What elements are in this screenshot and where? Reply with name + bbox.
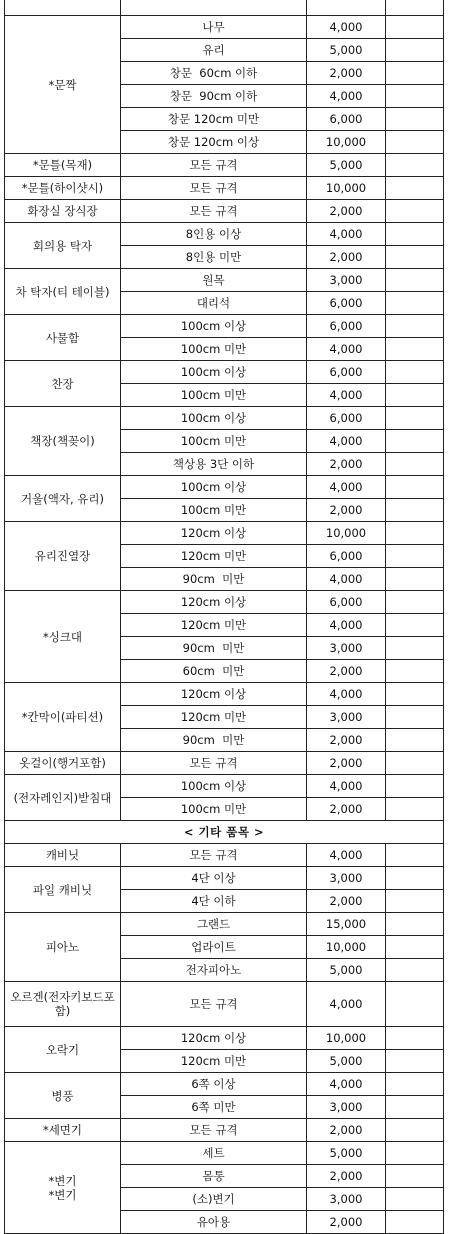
fee-table-body [5,0,444,1234]
price-cell: 6,000 [307,545,386,568]
spec-cell: (소)변기 [121,1188,307,1211]
price-cell: 10,000 [307,177,386,200]
spec-cell: 120cm 미만 [121,545,307,568]
price-cell: 4,000 [307,982,386,1027]
table-row [5,361,444,384]
spec-cell: 100cm 미만 [121,798,307,821]
spec-cell: 창문 120cm 미만 [121,108,307,131]
spec-cell: 4단 이상 [121,867,307,890]
item-name-cell: 회의용 탁자 [5,223,121,269]
remarks-cell [386,476,444,499]
price-cell: 2,000 [307,1211,386,1234]
price-cell: 2,000 [307,660,386,683]
item-name-cell: *변기 *변기 [5,1142,121,1234]
price-cell: 3,000 [307,637,386,660]
price-cell: 4,000 [307,85,386,108]
remarks-cell [386,39,444,62]
price-cell: 4,000 [307,614,386,637]
remarks-cell [386,453,444,476]
spec-cell: 100cm 미만 [121,384,307,407]
item-name-cell: 오르겐(전자키보드포함) [5,982,121,1027]
price-cell: 6,000 [307,315,386,338]
spec-cell: 100cm 미만 [121,499,307,522]
spec-cell: 100cm 이상 [121,315,307,338]
table-row [5,154,444,177]
price-cell: 2,000 [307,729,386,752]
spec-cell: 모든 규격 [121,154,307,177]
item-name-cell: 사물함 [5,315,121,361]
section-header-row [5,821,444,844]
remarks-cell [386,361,444,384]
remarks-cell [386,568,444,591]
price-cell: 4,000 [307,568,386,591]
item-name-cell: 오락기 [5,1027,121,1073]
spec-cell: 대리석 [121,292,307,315]
item-name-cell: 캐비닛 [5,844,121,867]
remarks-cell [386,292,444,315]
table-row [5,775,444,798]
item-name-cell: 화장실 장식장 [5,200,121,223]
spec-cell [121,0,307,16]
spec-cell: 6쪽 이상 [121,1073,307,1096]
remarks-cell [386,752,444,775]
remarks-cell [386,407,444,430]
price-cell: 3,000 [307,706,386,729]
table-row [5,16,444,39]
price-cell: 6,000 [307,407,386,430]
price-cell: 2,000 [307,1119,386,1142]
spec-cell: 모든 규격 [121,982,307,1027]
remarks-cell [386,1142,444,1165]
spec-cell: 유아용 [121,1211,307,1234]
item-name-cell [5,0,121,16]
remarks-cell [386,131,444,154]
table-row [5,1027,444,1050]
price-cell: 5,000 [307,1142,386,1165]
price-cell: 2,000 [307,1165,386,1188]
remarks-cell [386,1096,444,1119]
spec-cell: 120cm 이상 [121,683,307,706]
section-header: < 기타 품목 > [5,821,444,844]
remarks-cell [386,959,444,982]
spec-cell: 그랜드 [121,913,307,936]
remarks-cell [386,246,444,269]
remarks-cell [386,0,444,16]
spec-cell: 모든 규격 [121,200,307,223]
remarks-cell [386,1211,444,1234]
price-cell: 10,000 [307,936,386,959]
spec-cell: 100cm 이상 [121,476,307,499]
remarks-cell [386,614,444,637]
remarks-cell [386,775,444,798]
remarks-cell [386,798,444,821]
item-name-cell: *문틀(하이샷시) [5,177,121,200]
price-cell: 3,000 [307,1188,386,1211]
item-name-cell: 유리진열장 [5,522,121,591]
remarks-cell [386,1119,444,1142]
price-cell: 4,000 [307,775,386,798]
remarks-cell [386,338,444,361]
remarks-cell [386,591,444,614]
price-cell: 6,000 [307,292,386,315]
spec-cell: 원목 [121,269,307,292]
table-row [5,269,444,292]
remarks-cell [386,16,444,39]
price-cell: 2,000 [307,798,386,821]
remarks-cell [386,430,444,453]
item-name-cell: 파일 캐비닛 [5,867,121,913]
price-cell: 2,000 [307,200,386,223]
spec-cell: 창문 120cm 이상 [121,131,307,154]
item-name-cell: 찬장 [5,361,121,407]
spec-cell: 업라이트 [121,936,307,959]
remarks-cell [386,1073,444,1096]
fee-table [4,0,444,1234]
remarks-cell [386,660,444,683]
price-cell: 5,000 [307,154,386,177]
remarks-cell [386,1050,444,1073]
price-cell: 6,000 [307,591,386,614]
price-cell: 3,000 [307,1096,386,1119]
spec-cell: 나무 [121,16,307,39]
table-row [5,407,444,430]
remarks-cell [386,683,444,706]
price-cell: 2,000 [307,62,386,85]
price-cell: 2,000 [307,890,386,913]
remarks-cell [386,384,444,407]
price-cell: 4,000 [307,384,386,407]
price-cell: 4,000 [307,844,386,867]
remarks-cell [386,154,444,177]
remarks-cell [386,1188,444,1211]
spec-cell: 8인용 이상 [121,223,307,246]
remarks-cell [386,200,444,223]
table-row [5,1119,444,1142]
spec-cell: 모든 규격 [121,177,307,200]
remarks-cell [386,545,444,568]
remarks-cell [386,844,444,867]
item-name-cell: 책장(책꽂이) [5,407,121,476]
price-cell: 4,000 [307,1073,386,1096]
remarks-cell [386,729,444,752]
price-cell: 4,000 [307,223,386,246]
spec-cell: 모든 규격 [121,844,307,867]
remarks-cell [386,1027,444,1050]
spec-cell: 100cm 이상 [121,775,307,798]
price-cell [307,0,386,16]
price-cell: 4,000 [307,16,386,39]
price-cell: 2,000 [307,246,386,269]
remarks-cell [386,706,444,729]
spec-cell: 100cm 이상 [121,407,307,430]
item-name-cell: 병풍 [5,1073,121,1119]
spec-cell: 120cm 미만 [121,1050,307,1073]
remarks-cell [386,890,444,913]
spec-cell: 전자피아노 [121,959,307,982]
table-row [5,867,444,890]
spec-cell: 120cm 이상 [121,522,307,545]
item-name-cell: (전자레인지)받침대 [5,775,121,821]
item-name-cell: 옷걸이(행거포함) [5,752,121,775]
price-cell: 4,000 [307,683,386,706]
price-cell: 10,000 [307,131,386,154]
item-name-cell: 피아노 [5,913,121,982]
table-row [5,0,444,16]
remarks-cell [386,522,444,545]
price-cell: 3,000 [307,269,386,292]
spec-cell: 90cm 미만 [121,729,307,752]
remarks-cell [386,223,444,246]
fee-table-container [4,0,443,1234]
table-row [5,476,444,499]
spec-cell: 120cm 이상 [121,1027,307,1050]
remarks-cell [386,315,444,338]
table-row [5,200,444,223]
price-cell: 3,000 [307,867,386,890]
price-cell: 4,000 [307,430,386,453]
price-cell: 6,000 [307,108,386,131]
spec-cell: 창문 60cm 이하 [121,62,307,85]
table-row [5,1073,444,1096]
spec-cell: 8인용 미만 [121,246,307,269]
remarks-cell [386,936,444,959]
spec-cell: 모든 규격 [121,1119,307,1142]
price-cell: 6,000 [307,361,386,384]
price-cell: 4,000 [307,338,386,361]
item-name-cell: *문틀(목재) [5,154,121,177]
spec-cell: 몸통 [121,1165,307,1188]
remarks-cell [386,108,444,131]
table-row [5,591,444,614]
spec-cell: 100cm 미만 [121,430,307,453]
spec-cell: 120cm 이상 [121,591,307,614]
table-row [5,177,444,200]
item-name-cell: *칸막이(파티션) [5,683,121,752]
spec-cell: 6쪽 미만 [121,1096,307,1119]
remarks-cell [386,62,444,85]
price-cell: 10,000 [307,522,386,545]
spec-cell: 90cm 미만 [121,637,307,660]
table-row [5,982,444,1027]
item-name-cell: *세면기 [5,1119,121,1142]
price-cell: 5,000 [307,1050,386,1073]
price-cell: 5,000 [307,39,386,62]
table-row [5,913,444,936]
spec-cell: 4단 이하 [121,890,307,913]
spec-cell: 90cm 미만 [121,568,307,591]
remarks-cell [386,1165,444,1188]
spec-cell: 창문 90cm 이하 [121,85,307,108]
item-name-cell: 거울(액자, 유리) [5,476,121,522]
spec-cell: 100cm 미만 [121,338,307,361]
price-cell: 2,000 [307,453,386,476]
price-cell: 2,000 [307,499,386,522]
item-name-cell: 차 탁자(티 테이블) [5,269,121,315]
spec-cell: 120cm 미만 [121,614,307,637]
remarks-cell [386,913,444,936]
spec-cell: 60cm 미만 [121,660,307,683]
remarks-cell [386,982,444,1027]
price-cell: 4,000 [307,476,386,499]
spec-cell: 유리 [121,39,307,62]
spec-cell: 책상용 3단 이하 [121,453,307,476]
item-name-cell: *싱크대 [5,591,121,683]
item-name-cell: *문짝 [5,16,121,154]
remarks-cell [386,867,444,890]
price-cell: 10,000 [307,1027,386,1050]
price-cell: 15,000 [307,913,386,936]
remarks-cell [386,637,444,660]
spec-cell: 모든 규격 [121,752,307,775]
remarks-cell [386,499,444,522]
remarks-cell [386,269,444,292]
table-row [5,315,444,338]
spec-cell: 120cm 미만 [121,706,307,729]
table-row [5,844,444,867]
table-row [5,223,444,246]
spec-cell: 세트 [121,1142,307,1165]
table-row [5,683,444,706]
price-cell: 2,000 [307,752,386,775]
remarks-cell [386,85,444,108]
table-row [5,522,444,545]
table-row [5,1142,444,1165]
spec-cell: 100cm 이상 [121,361,307,384]
remarks-cell [386,177,444,200]
table-row [5,752,444,775]
price-cell: 5,000 [307,959,386,982]
